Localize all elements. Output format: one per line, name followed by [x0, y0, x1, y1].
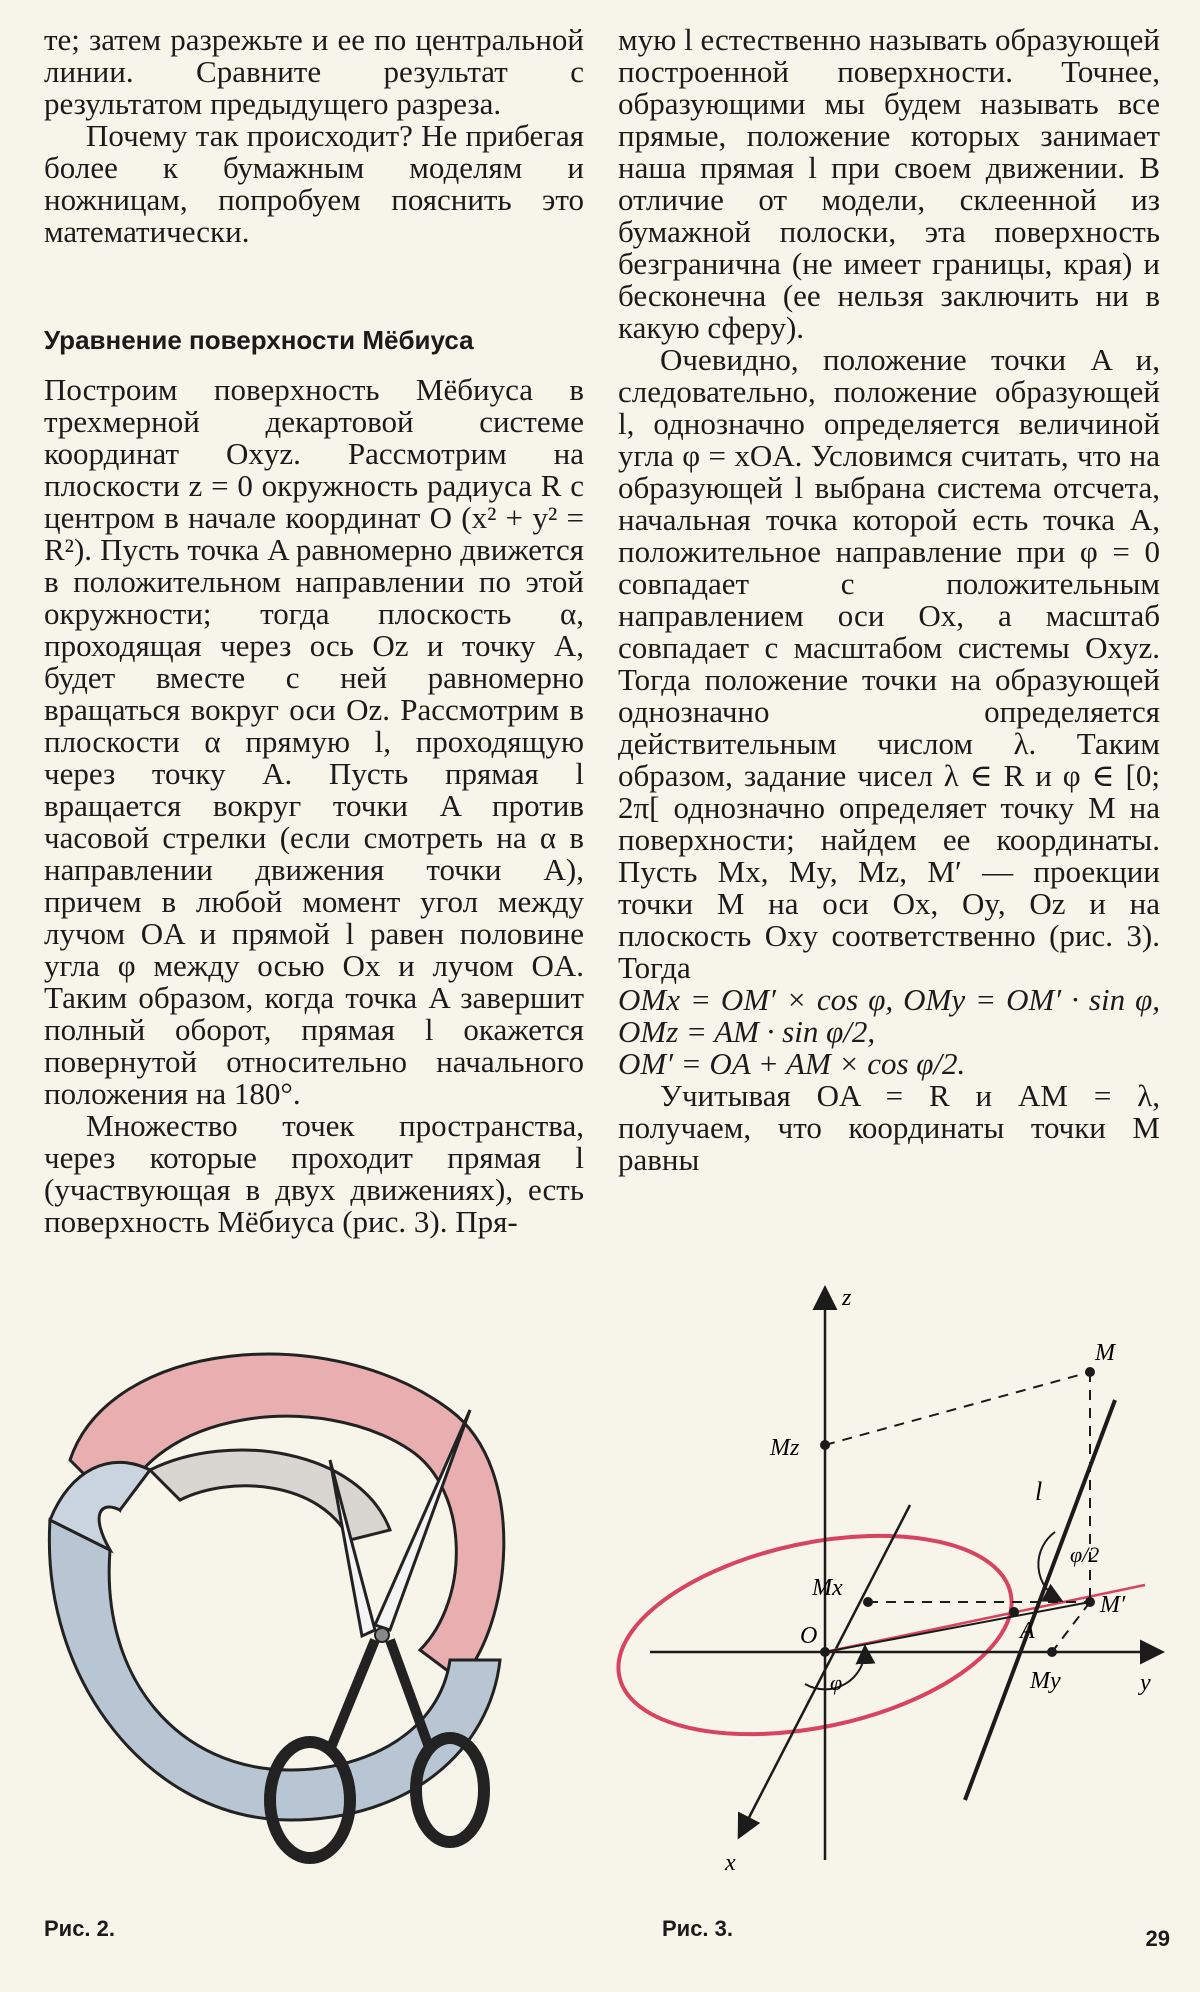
right-column [618, 24, 1160, 1176]
paragraph: мую l естественно называть образующей построенной поверхности. Точнее, образующими мы будем называть все прямые, положение которых занимает наша прямая l при своем движении. В отличие от модели, склеенной из бумажной полоски, эта поверхность безгранична (не имеет границы, края) и бесконечна (ее нельзя заключить ни в какую сферу). [618, 22, 1160, 345]
band-inner [150, 1450, 390, 1540]
projection-line [1052, 1602, 1090, 1652]
section-heading: Уравнение поверхности Мёбиуса [44, 325, 474, 355]
paragraph: те; затем разрежьте и ее по центральной линии. Сравните результат с результатом предыдущего разреза. [44, 22, 584, 121]
label-y: y [1140, 1670, 1151, 1696]
label-l: l [1035, 1477, 1043, 1506]
page-number: 29 [1145, 1926, 1170, 1951]
point-My [1047, 1647, 1057, 1657]
angle-phi-half-arc [1038, 1532, 1060, 1600]
formula: OMx = OM′ × cos φ, OMy = OM′ · sin φ, OMz = AM · sin φ/2, [618, 982, 1160, 1049]
figure-2-caption: Рис. 2. [44, 1916, 116, 1941]
label-A: A [1020, 1618, 1035, 1644]
figure-3-mobius-diagram [600, 1280, 1180, 1880]
label-Mz: Mz [770, 1435, 800, 1461]
paragraph: Построим поверхность Мёбиуса в трехмерной декартовой системе координат Oxyz. Рассмотрим на плоскости z = 0 окружность радиуса R с центром в начале координат O (x² + y² = R²). Пусть точка A равномерно движется в положительном направлении по этой окружности; тогда плоскость α, проходящая через ось Oz и точку A, будет вместе с ней равномерно вращаться вокруг оси Oz. Рассмотрим в плоскости α прямую l, проходящую через точку A. Пусть прямая l вращается вокруг точки A против часовой стрелки (если смотреть на α в направлении движения точки A), причем в любой момент угол между лучом OA и прямой l равен половине угла φ между осью Ox и лучом OA. Таким образом, когда точка A завершит полный оборот, прямая l окажется повернутой относительно начального положения на 180°. [44, 372, 584, 1111]
paragraph: Почему так происходит? Не прибегая более к бумажным моделям и ножницам, попробуем пояснить это математически. [44, 118, 584, 249]
pink-band-back [70, 1354, 504, 1680]
label-x: x [725, 1850, 736, 1876]
formula: OM′ = OA + AM × cos φ/2. [618, 1046, 966, 1081]
segment-OM-prime [825, 1602, 1090, 1652]
paragraph: Учитывая OA = R и AM = λ, получаем, что координаты точки M равны [618, 1078, 1160, 1177]
point-M [1085, 1367, 1095, 1377]
point-M-prime [1085, 1597, 1095, 1607]
paragraph: Очевидно, положение точки A и, следовательно, положение образующей l, однозначно определяется величиной угла φ = xOA. Условимся считать, что на образующей l выбрана система отсчета, начальная точка которой есть точка A, положительное направление при φ = 0 совпадает с положительным направлением оси Ox, а масштаб совпадает с масштабом системы Oxyz. Тогда положение точки на образующей однозначно определяется действительным числом λ. Таким образом, задание чисел λ ∈ R и φ ∈ [0; 2π[ однозначно определяет точку M на поверхности; найдем ее координаты. Пусть Mx, My, Mz, M′ — проекции точки M на оси Ox, Oy, Oz и на плоскость Oxy соответственно (рис. 3). Тогда [618, 342, 1160, 985]
label-O: O [800, 1623, 818, 1649]
point-O [820, 1647, 830, 1657]
point-Mx [863, 1597, 873, 1607]
point-Mz [820, 1440, 830, 1450]
figure-2-mobius-scissors [30, 1300, 590, 1900]
label-z: z [842, 1285, 852, 1311]
point-A [1009, 1607, 1019, 1617]
figure-3-caption: Рис. 3. [662, 1916, 734, 1941]
label-Mx: Mx [812, 1575, 843, 1601]
label-M-prime: M′ [1100, 1592, 1126, 1618]
label-phi: φ [830, 1670, 843, 1695]
label-My: My [1030, 1668, 1061, 1694]
left-column [44, 24, 584, 1238]
label-M: M [1095, 1340, 1115, 1366]
scissor-shank [330, 1640, 375, 1750]
paragraph: Множество точек пространства, через которые проходит прямая l (участвующая в двух движениях), есть поверхность Мёбиуса (рис. 3). Пря- [44, 1108, 584, 1239]
projection-line [825, 1372, 1090, 1445]
label-phi-half: φ/2 [1070, 1542, 1100, 1567]
scissor-pivot-icon [375, 1628, 389, 1642]
